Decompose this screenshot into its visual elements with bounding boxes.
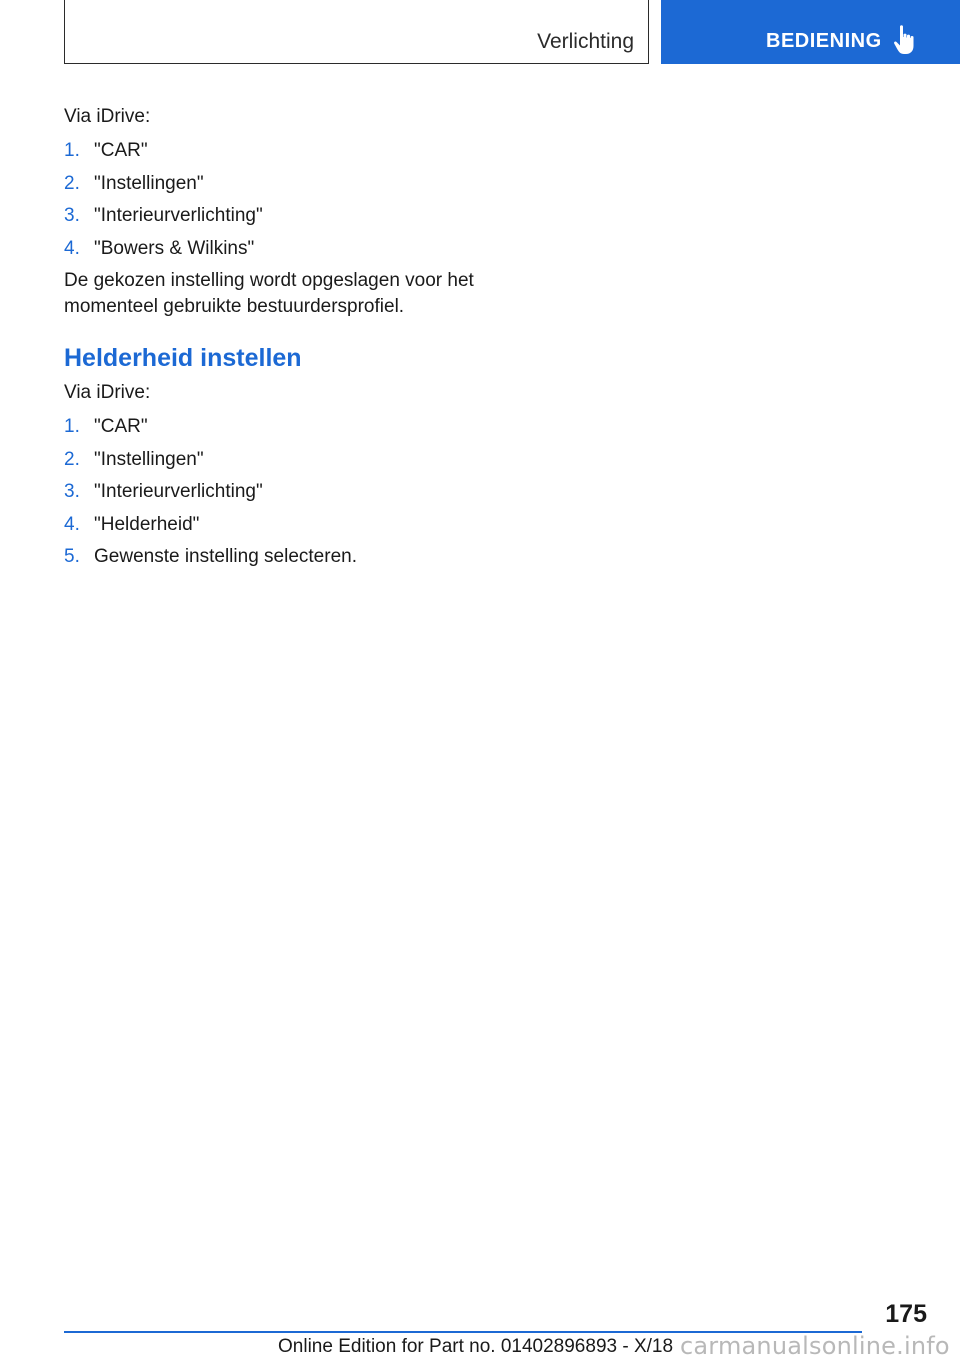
- chapter-tab: [661, 0, 960, 64]
- list-item: [64, 138, 504, 164]
- watermark-text: carmanualsonline.info: [680, 1332, 950, 1360]
- intro-text: Via iDrive:: [64, 382, 151, 403]
- list-item: [64, 512, 504, 538]
- step-number: 4.: [64, 513, 80, 535]
- step-number: 5.: [64, 546, 80, 567]
- step-text: "CAR": [94, 416, 148, 437]
- list-item: [64, 544, 504, 570]
- list-item: [64, 479, 504, 505]
- intro-text: Via iDrive:: [64, 106, 151, 127]
- step-number: 4.: [64, 237, 80, 259]
- step-number: 2.: [64, 172, 80, 194]
- step-number: 3.: [64, 481, 80, 502]
- step-text: "Bowers & Wilkins": [94, 237, 255, 259]
- list-item: [64, 203, 504, 229]
- header-section-box: [64, 0, 649, 64]
- section-heading: Helderheid instellen: [64, 344, 302, 372]
- step-text: "Instellingen": [94, 172, 204, 194]
- section-title: Verlichting: [537, 30, 634, 53]
- list-item: [64, 171, 504, 197]
- edition-text: Online Edition for Part no. 01402896893 - X/18: [278, 1336, 674, 1357]
- page-number: 175: [885, 1300, 927, 1328]
- step-number: 1.: [64, 416, 80, 437]
- step-text: "Interieurverlichting": [94, 481, 263, 502]
- list-item: [64, 414, 504, 440]
- pointing-hand-icon: [893, 24, 921, 56]
- chapter-title: BEDIENING: [766, 30, 882, 52]
- list-item: [64, 236, 504, 262]
- step-number: 3.: [64, 205, 80, 226]
- step-number: 1.: [64, 140, 80, 161]
- steps-list: [64, 414, 504, 570]
- step-text: "CAR": [94, 140, 148, 161]
- step-text: "Helderheid": [94, 513, 200, 535]
- step-text: Gewenste instelling selecteren.: [94, 546, 357, 567]
- step-number: 2.: [64, 448, 80, 470]
- page-content: [64, 104, 504, 577]
- list-item: [64, 447, 504, 473]
- step-text: "Interieurverlichting": [94, 205, 263, 226]
- step-text: "Instellingen": [94, 448, 204, 470]
- note-text: De gekozen instelling wordt opgeslagen voor het momenteel gebruikte bestuurdersprofiel.: [64, 270, 474, 317]
- steps-list: [64, 138, 504, 262]
